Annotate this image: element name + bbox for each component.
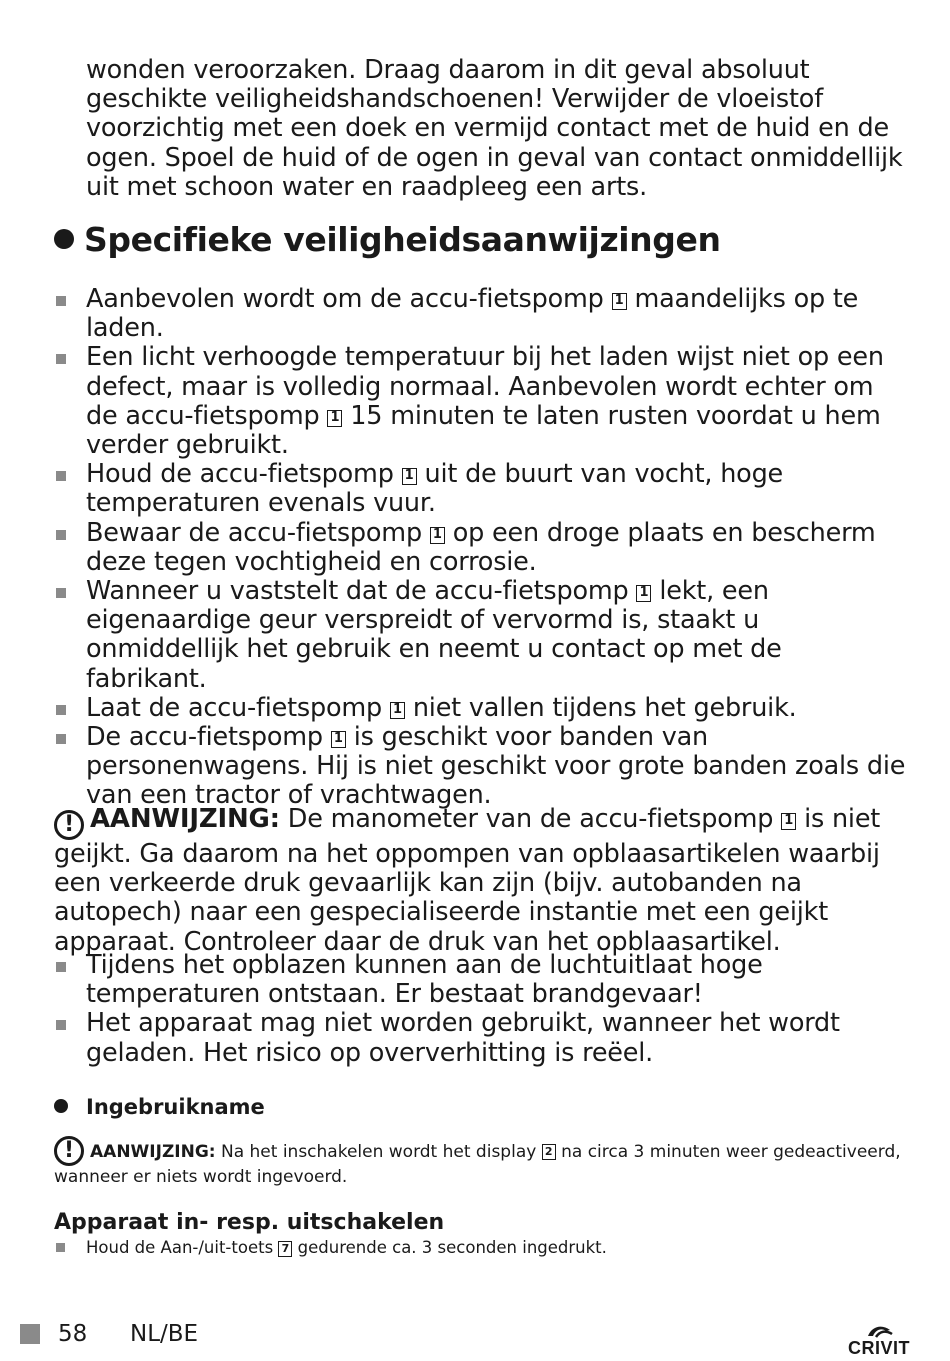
list-item: Houd de Aan-/uit-toets 7 gedurende ca. 3 seconden ingedrukt. bbox=[54, 1237, 906, 1259]
safety-list bbox=[54, 285, 906, 811]
reference-number: 1 bbox=[402, 468, 417, 485]
intro-paragraph: wonden veroorzaken. Draag daarom in dit geval absoluut geschikte veiligheidshandschoenen! Verwijder de vloeistof voorzichtig met een doek en vermijd contact met de huid en de ogen. Spoel de huid of de ogen in geval van contact onmiddellijk uit met schoon water en raadpleeg een arts. bbox=[86, 55, 903, 202]
square-bullet-icon bbox=[56, 588, 66, 598]
exclamation-circle-icon: ! bbox=[54, 1136, 84, 1166]
square-bullet-icon bbox=[56, 530, 66, 540]
manometer-note: ! AANWIJZING: De manometer van de accu-fietspomp 1 is niet geijkt. Ga daarom na het oppompen van opblaasartikelen waarbij een verkeerde druk gevaarlijk kan zijn (bijv. autobanden na autopech) naar een gespecialiseerde instantie met een geijkt apparaat. Controleer daar de druk van het opblaasartikel. bbox=[54, 804, 881, 957]
heading-dot-icon bbox=[54, 1099, 68, 1113]
warning-list bbox=[54, 951, 906, 1068]
list-item: Het apparaat mag niet worden gebruikt, wanneer het wordt geladen. Het risico op oververhitting is reëel. bbox=[54, 1009, 906, 1067]
square-bullet-icon bbox=[56, 734, 66, 744]
reference-number: 7 bbox=[278, 1241, 292, 1257]
square-bullet-icon bbox=[56, 354, 66, 364]
list-item: Een licht verhoogde temperatuur bij het laden wijst niet op een defect, maar is volledig normaal. Aanbevolen wordt echter om de accu-fietspomp 1 15 minuten te laten rusten voordat u hem verder gebruikt. bbox=[54, 343, 906, 460]
square-bullet-icon bbox=[56, 705, 66, 715]
reference-number: 1 bbox=[327, 410, 342, 427]
switch-heading: Apparaat in- resp. uitschakelen bbox=[54, 1210, 445, 1235]
list-item: Wanneer u vaststelt dat de accu-fietspomp 1 lekt, een eigenaardige geur verspreidt of vervormd is, staakt u onmiddellijk het gebruik en neemt u contact op met de fabrikant. bbox=[54, 577, 906, 694]
reference-number: 1 bbox=[331, 731, 346, 748]
list-item: Aanbevolen wordt om de accu-fietspomp 1 maandelijks op te laden. bbox=[54, 285, 906, 343]
subsection-title: Ingebruikname bbox=[86, 1095, 265, 1119]
square-bullet-icon bbox=[56, 1020, 66, 1030]
heading-dot-icon bbox=[54, 229, 74, 249]
reference-number: 1 bbox=[390, 702, 405, 719]
square-bullet-icon bbox=[56, 296, 66, 306]
subsection-heading bbox=[54, 1094, 265, 1120]
brand-name: CRIVIT bbox=[847, 1338, 910, 1358]
square-bullet-icon bbox=[56, 1243, 65, 1252]
list-item: Tijdens het opblazen kunnen aan de luchtuitlaat hoge temperaturen ontstaan. Er bestaat brandgevaar! bbox=[54, 951, 906, 1009]
page-number: 58 bbox=[58, 1321, 88, 1347]
reference-number: 1 bbox=[636, 585, 651, 602]
list-item: Laat de accu-fietspomp 1 niet vallen tijdens het gebruik. bbox=[54, 694, 906, 723]
crivit-logo bbox=[842, 1322, 916, 1358]
display-note: ! AANWIJZING: Na het inschakelen wordt het display 2 na circa 3 minuten weer gedeactiveerd, wanneer er niets wordt ingevoerd. bbox=[54, 1138, 901, 1187]
reference-number: 1 bbox=[781, 813, 796, 830]
language-code: NL/BE bbox=[130, 1321, 199, 1347]
footer-square-icon bbox=[20, 1324, 40, 1344]
list-item: Houd de accu-fietspomp 1 uit de buurt van vocht, hoge temperaturen evenals vuur. bbox=[54, 460, 906, 518]
square-bullet-icon bbox=[56, 471, 66, 481]
reference-number: 1 bbox=[612, 293, 627, 310]
switch-list bbox=[54, 1237, 906, 1259]
note-label: AANWIJZING: bbox=[90, 804, 280, 834]
section-title: Specifieke veiligheidsaanwijzingen bbox=[84, 220, 721, 259]
note-label: AANWIJZING: bbox=[90, 1142, 216, 1162]
square-bullet-icon bbox=[56, 962, 66, 972]
reference-number: 1 bbox=[430, 527, 445, 544]
list-item: Bewaar de accu-fietspomp 1 op een droge plaats en bescherm deze tegen vochtigheid en corrosie. bbox=[54, 519, 906, 577]
exclamation-circle-icon: ! bbox=[54, 810, 84, 840]
section-heading bbox=[54, 220, 721, 260]
list-item: De accu-fietspomp 1 is geschikt voor banden van personenwagens. Hij is niet geschikt voor grote banden zoals die van een tractor of vrachtwagen. bbox=[54, 723, 906, 811]
reference-number: 2 bbox=[542, 1144, 556, 1160]
